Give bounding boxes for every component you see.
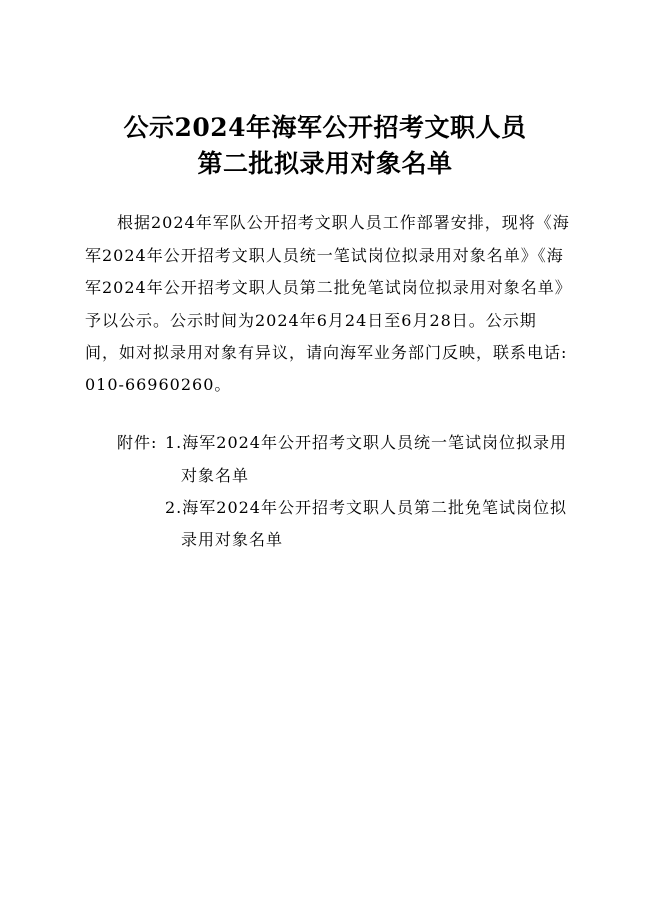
attachment-item-2-line-2: 录用对象名单 [181,530,284,549]
body-line: 军2024年公开招考文职人员第二批免笔试岗位拟录用对象名单》 [85,278,572,297]
attachments-label: 附件: [117,433,158,452]
attachment-item-2-line-1: 2.海军2024年公开招考文职人员第二批免笔试岗位拟 [165,498,567,517]
document-title-line-1: 公示2024年海军公开招考文职人员 [123,113,527,142]
body-line: 根据2024年军队公开招考文职人员工作部署安排，现将《海 [117,213,570,232]
body-line: 010-66960260。 [85,375,232,394]
document-title-line-2: 第二批拟录用对象名单 [197,149,453,178]
attachment-item-1-line-2: 对象名单 [181,466,250,485]
attachment-item-1-line-1: 1.海军2024年公开招考文职人员统一笔试岗位拟录用 [165,433,567,452]
body-line: 军2024年公开招考文职人员统一笔试岗位拟录用对象名单》《海 [85,246,564,265]
body-line: 予以公示。公示时间为2024年6月24日至6月28日。公示期 [85,311,537,330]
body-line: 间，如对拟录用对象有异议，请向海军业务部门反映，联系电话: [85,343,568,362]
